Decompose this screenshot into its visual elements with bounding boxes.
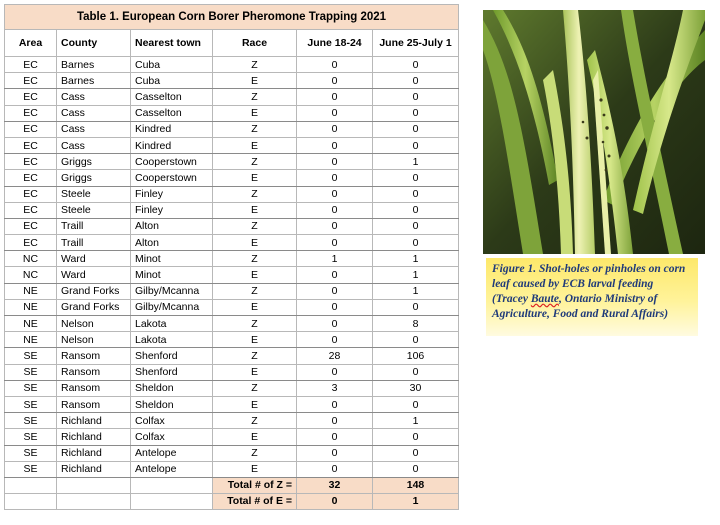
- cell-area: EC: [5, 89, 57, 105]
- cell-june-25-july-1: 1: [373, 251, 459, 267]
- cell-june-18-24: 0: [297, 396, 373, 412]
- cell-county: Ward: [57, 267, 131, 283]
- header-june-25-july-1: June 25-July 1: [373, 30, 459, 57]
- cell-area: SE: [5, 348, 57, 364]
- cell-june-25-july-1: 0: [373, 429, 459, 445]
- table-row: [5, 251, 459, 267]
- cell-race: E: [213, 73, 297, 89]
- cell-june-18-24: 28: [297, 348, 373, 364]
- cell-county: Richland: [57, 413, 131, 429]
- cell-june-25-july-1: 0: [373, 73, 459, 89]
- cell-area: NE: [5, 283, 57, 299]
- figure-caption: [486, 258, 698, 336]
- cell-county: Grand Forks: [57, 283, 131, 299]
- cell-area: EC: [5, 235, 57, 251]
- cell-june-18-24: 0: [297, 57, 373, 73]
- table-row: [5, 73, 459, 89]
- table-row: [5, 396, 459, 412]
- cell-county: Steele: [57, 202, 131, 218]
- totals-empty-cell: [131, 477, 213, 493]
- cell-county: Nelson: [57, 316, 131, 332]
- cell-area: NE: [5, 332, 57, 348]
- table-row: [5, 429, 459, 445]
- cell-town: Colfax: [131, 413, 213, 429]
- table-row: [5, 57, 459, 73]
- table-row: [5, 445, 459, 461]
- trapping-table: [4, 4, 459, 510]
- cell-race: E: [213, 137, 297, 153]
- cell-race: E: [213, 202, 297, 218]
- totals-empty-cell: [57, 493, 131, 509]
- cell-area: SE: [5, 445, 57, 461]
- cell-june-25-july-1: 0: [373, 299, 459, 315]
- cell-town: Finley: [131, 202, 213, 218]
- cell-race: E: [213, 332, 297, 348]
- table-row: [5, 316, 459, 332]
- cell-county: Cass: [57, 121, 131, 137]
- cell-june-18-24: 0: [297, 429, 373, 445]
- cell-june-18-24: 0: [297, 299, 373, 315]
- cell-town: Cuba: [131, 57, 213, 73]
- cell-june-18-24: 0: [297, 186, 373, 202]
- cell-town: Cuba: [131, 73, 213, 89]
- cell-june-18-24: 0: [297, 267, 373, 283]
- cell-county: Grand Forks: [57, 299, 131, 315]
- cell-county: Traill: [57, 218, 131, 234]
- totals-row: [5, 477, 459, 493]
- cell-race: Z: [213, 380, 297, 396]
- cell-town: Alton: [131, 218, 213, 234]
- table-row: [5, 348, 459, 364]
- cell-town: Shenford: [131, 364, 213, 380]
- cell-county: Cass: [57, 137, 131, 153]
- cell-june-18-24: 0: [297, 283, 373, 299]
- cell-race: Z: [213, 154, 297, 170]
- trapping-table-container: [4, 4, 459, 510]
- cell-race: Z: [213, 218, 297, 234]
- cell-area: EC: [5, 73, 57, 89]
- cell-area: NC: [5, 267, 57, 283]
- caption-author-name: Baute: [530, 293, 559, 305]
- cell-june-25-july-1: 0: [373, 218, 459, 234]
- totals-label: Total # of E =: [213, 493, 297, 509]
- cell-area: NE: [5, 299, 57, 315]
- cell-county: Ransom: [57, 396, 131, 412]
- cell-county: Griggs: [57, 154, 131, 170]
- table-row: [5, 202, 459, 218]
- corn-leaf-image: [483, 10, 705, 254]
- table-row: [5, 218, 459, 234]
- cell-june-18-24: 0: [297, 316, 373, 332]
- cell-race: E: [213, 461, 297, 477]
- cell-race: Z: [213, 89, 297, 105]
- cell-june-25-july-1: 0: [373, 235, 459, 251]
- cell-june-25-july-1: 106: [373, 348, 459, 364]
- totals-empty-cell: [57, 477, 131, 493]
- table-row: [5, 283, 459, 299]
- cell-race: E: [213, 235, 297, 251]
- cell-june-25-july-1: 0: [373, 332, 459, 348]
- cell-county: Cass: [57, 105, 131, 121]
- cell-june-25-july-1: 0: [373, 186, 459, 202]
- cell-race: E: [213, 170, 297, 186]
- cell-town: Gilby/Mcanna: [131, 283, 213, 299]
- header-county: County: [57, 30, 131, 57]
- cell-town: Gilby/Mcanna: [131, 299, 213, 315]
- cell-race: E: [213, 429, 297, 445]
- cell-town: Sheldon: [131, 380, 213, 396]
- cell-town: Antelope: [131, 445, 213, 461]
- cell-area: SE: [5, 413, 57, 429]
- cell-town: Shenford: [131, 348, 213, 364]
- cell-town: Casselton: [131, 89, 213, 105]
- cell-county: Traill: [57, 235, 131, 251]
- table-row: [5, 186, 459, 202]
- totals-label: Total # of Z =: [213, 477, 297, 493]
- cell-race: Z: [213, 283, 297, 299]
- cell-june-25-july-1: 0: [373, 57, 459, 73]
- cell-race: E: [213, 299, 297, 315]
- cell-june-18-24: 0: [297, 73, 373, 89]
- cell-june-25-july-1: 0: [373, 364, 459, 380]
- corn-leaf-photo: [483, 10, 705, 254]
- cell-race: Z: [213, 316, 297, 332]
- header-nearest-town: Nearest town: [131, 30, 213, 57]
- cell-race: E: [213, 396, 297, 412]
- cell-county: Barnes: [57, 73, 131, 89]
- cell-race: Z: [213, 445, 297, 461]
- cell-june-25-july-1: 1: [373, 267, 459, 283]
- cell-area: SE: [5, 364, 57, 380]
- cell-june-25-july-1: 0: [373, 121, 459, 137]
- table-row: [5, 413, 459, 429]
- cell-june-18-24: 0: [297, 332, 373, 348]
- cell-town: Casselton: [131, 105, 213, 121]
- cell-race: E: [213, 267, 297, 283]
- cell-town: Minot: [131, 251, 213, 267]
- table-row: [5, 137, 459, 153]
- cell-june-18-24: 3: [297, 380, 373, 396]
- cell-town: Cooperstown: [131, 170, 213, 186]
- cell-area: SE: [5, 380, 57, 396]
- cell-june-25-july-1: 1: [373, 154, 459, 170]
- table-row: [5, 170, 459, 186]
- cell-june-18-24: 0: [297, 235, 373, 251]
- cell-race: Z: [213, 348, 297, 364]
- cell-june-25-july-1: 0: [373, 170, 459, 186]
- cell-june-18-24: 0: [297, 154, 373, 170]
- cell-county: Ransom: [57, 348, 131, 364]
- cell-area: EC: [5, 105, 57, 121]
- cell-area: NE: [5, 316, 57, 332]
- cell-area: SE: [5, 396, 57, 412]
- table-row: [5, 267, 459, 283]
- cell-town: Antelope: [131, 461, 213, 477]
- cell-town: Kindred: [131, 121, 213, 137]
- table-row: [5, 380, 459, 396]
- cell-area: NC: [5, 251, 57, 267]
- cell-june-25-july-1: 0: [373, 461, 459, 477]
- totals-empty-cell: [5, 493, 57, 509]
- table-row: [5, 364, 459, 380]
- cell-june-25-july-1: 0: [373, 202, 459, 218]
- cell-county: Ransom: [57, 364, 131, 380]
- cell-june-25-july-1: 1: [373, 413, 459, 429]
- cell-june-18-24: 0: [297, 445, 373, 461]
- totals-empty-cell: [131, 493, 213, 509]
- cell-june-25-july-1: 0: [373, 89, 459, 105]
- cell-area: EC: [5, 57, 57, 73]
- cell-race: Z: [213, 186, 297, 202]
- cell-area: SE: [5, 429, 57, 445]
- cell-june-18-24: 1: [297, 251, 373, 267]
- cell-june-18-24: 0: [297, 413, 373, 429]
- cell-area: EC: [5, 137, 57, 153]
- table-row: [5, 332, 459, 348]
- cell-county: Barnes: [57, 57, 131, 73]
- table-row: [5, 235, 459, 251]
- cell-june-25-july-1: 30: [373, 380, 459, 396]
- cell-june-25-july-1: 0: [373, 137, 459, 153]
- header-area: Area: [5, 30, 57, 57]
- cell-race: Z: [213, 121, 297, 137]
- table-row: [5, 89, 459, 105]
- cell-county: Griggs: [57, 170, 131, 186]
- cell-june-18-24: 0: [297, 89, 373, 105]
- table-row: [5, 461, 459, 477]
- table-row: [5, 105, 459, 121]
- header-race: Race: [213, 30, 297, 57]
- table-row: [5, 154, 459, 170]
- totals-row: [5, 493, 459, 509]
- cell-county: Ransom: [57, 380, 131, 396]
- cell-town: Lakota: [131, 316, 213, 332]
- cell-june-18-24: 0: [297, 202, 373, 218]
- cell-june-18-24: 0: [297, 137, 373, 153]
- caption-text-part1: Figure 1. Shot-holes or pinholes on corn leaf caused by ECB larval feeding (Tracey: [492, 263, 686, 305]
- cell-june-18-24: 0: [297, 121, 373, 137]
- cell-town: Kindred: [131, 137, 213, 153]
- total-june-25-july-1: 1: [373, 493, 459, 509]
- cell-county: Richland: [57, 445, 131, 461]
- cell-county: Richland: [57, 429, 131, 445]
- cell-area: EC: [5, 186, 57, 202]
- cell-june-18-24: 0: [297, 461, 373, 477]
- cell-june-25-july-1: 8: [373, 316, 459, 332]
- cell-area: EC: [5, 218, 57, 234]
- cell-area: SE: [5, 461, 57, 477]
- total-june-18-24: 0: [297, 493, 373, 509]
- cell-june-18-24: 0: [297, 218, 373, 234]
- cell-county: Ward: [57, 251, 131, 267]
- cell-area: EC: [5, 170, 57, 186]
- total-june-18-24: 32: [297, 477, 373, 493]
- cell-county: Steele: [57, 186, 131, 202]
- cell-race: Z: [213, 57, 297, 73]
- cell-area: EC: [5, 121, 57, 137]
- cell-june-25-july-1: 0: [373, 445, 459, 461]
- cell-area: EC: [5, 202, 57, 218]
- cell-june-25-july-1: 0: [373, 105, 459, 121]
- cell-june-25-july-1: 0: [373, 396, 459, 412]
- totals-empty-cell: [5, 477, 57, 493]
- cell-town: Finley: [131, 186, 213, 202]
- caption-text-part2: , Ontario Ministry of Agriculture, Food and Rural Affairs): [492, 293, 669, 320]
- cell-county: Cass: [57, 89, 131, 105]
- cell-county: Richland: [57, 461, 131, 477]
- table-row: [5, 121, 459, 137]
- cell-june-18-24: 0: [297, 105, 373, 121]
- table-header-row: [5, 30, 459, 57]
- total-june-25-july-1: 148: [373, 477, 459, 493]
- table-body: [5, 57, 459, 510]
- cell-town: Sheldon: [131, 396, 213, 412]
- cell-town: Cooperstown: [131, 154, 213, 170]
- cell-race: Z: [213, 251, 297, 267]
- cell-town: Alton: [131, 235, 213, 251]
- cell-race: E: [213, 105, 297, 121]
- cell-town: Colfax: [131, 429, 213, 445]
- table-row: [5, 299, 459, 315]
- cell-june-18-24: 0: [297, 170, 373, 186]
- cell-race: Z: [213, 413, 297, 429]
- cell-area: EC: [5, 154, 57, 170]
- header-june-18-24: June 18-24: [297, 30, 373, 57]
- cell-county: Nelson: [57, 332, 131, 348]
- cell-june-25-july-1: 1: [373, 283, 459, 299]
- cell-race: E: [213, 364, 297, 380]
- cell-town: Lakota: [131, 332, 213, 348]
- table-title: Table 1. European Corn Borer Pheromone Trapping 2021: [5, 5, 459, 30]
- cell-june-18-24: 0: [297, 364, 373, 380]
- cell-town: Minot: [131, 267, 213, 283]
